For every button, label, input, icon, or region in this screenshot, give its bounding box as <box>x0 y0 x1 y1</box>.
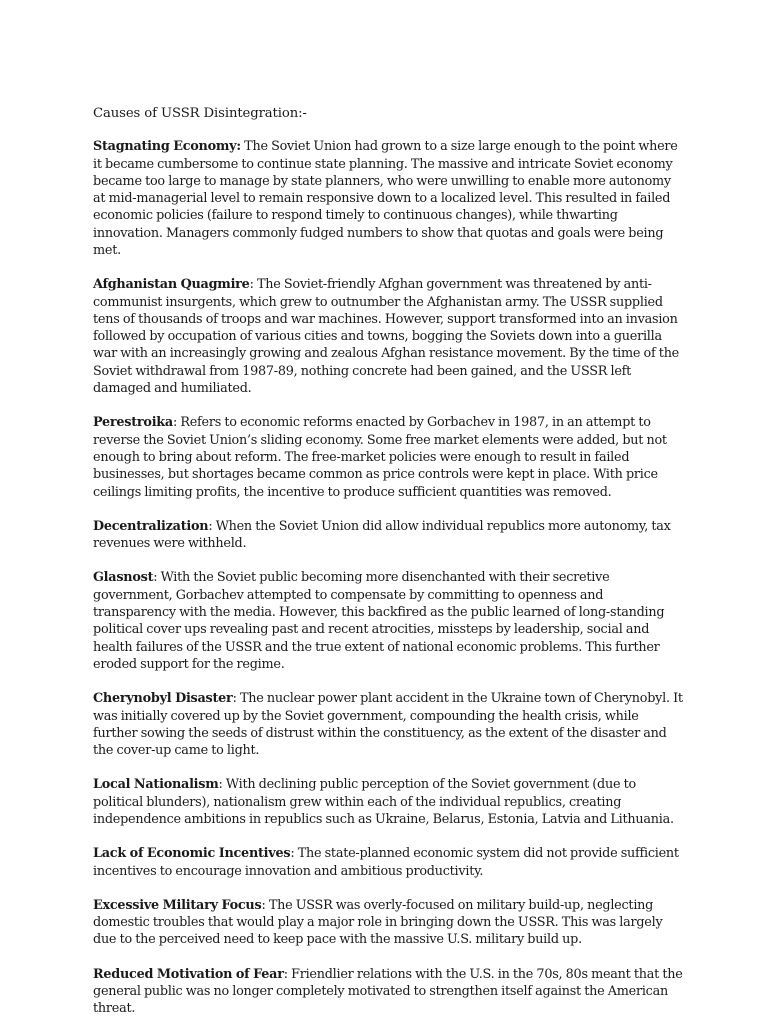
section-heading: Lack of Economic Incentives <box>93 846 291 862</box>
section-body: : The nuclear power plant accident in the Ukraine town of Cherynobyl. It was initially covered up by the Soviet government, compounding the health crisis, while further sowing the seeds of distrust within the constituency, as the extent of the disaster and the cover-up came to light. <box>93 691 683 759</box>
section-local-nationalism <box>93 776 683 828</box>
section-body: The Soviet Union had grown to a size large enough to the point where it became cumbersome to continue state planning. The massive and intricate Soviet economy became too large to manage by state planners, who were unwilling to enable more autonomy at mid-managerial level to remain responsive down to a localized level. This resulted in failed economic policies (failure to respond timely to continuous changes), while thwarting innovation. Managers commonly fudged numbers to show that quotas and goals were being met. <box>93 139 678 258</box>
section-body: : When the Soviet Union did allow individual republics more autonomy, tax revenues were withheld. <box>93 518 671 552</box>
section-heading: Excessive Military Focus <box>93 897 262 913</box>
document-page <box>93 105 683 1035</box>
section-excessive-military-focus <box>93 897 683 949</box>
section-heading: Decentralization <box>93 518 209 534</box>
section-decentralization <box>93 518 683 553</box>
section-body: : The state-planned economic system did not provide sufficient incentives to encourage innovation and ambitious productivity. <box>93 846 679 879</box>
section-body: : The Soviet-friendly Afghan government was threatened by anti-communist insurgents, which grew to outnumber the Afghanistan army. The USSR supplied tens of thousands of troops and war machines. However, support transformed into an invasion followed by occupation of various cities and towns, bogging the Soviets down into a guerilla war with an increasingly growing and zealous Afghan resistance movement. By the time of the Soviet withdrawal from 1987-89, nothing concrete had been gained, and the USSR left damaged and humiliated. <box>93 277 680 397</box>
section-afghanistan-quagmire <box>93 276 683 397</box>
section-body: : Refers to economic reforms enacted by Gorbachev in 1987, in an attempt to reverse the Soviet Union’s sliding economy. Some free market elements were added, but not enough to bring about reform. The free-market policies were enough to result in failed businesses, but shortages became common as price controls were kept in place. With price ceilings limiting profits, the incentive to produce sufficient quantities was removed. <box>93 415 667 500</box>
section-heading: Local Nationalism <box>93 777 219 793</box>
section-body: : With the Soviet public becoming more disenchanted with their secretive government, Gorbachev attempted to compensate by committing to openness and transparency with the media. However, this backfired as the public learned of long-standing political cover ups revealing past and recent atrocities, missteps by leadership, social and health failures of the USSR and the true extent of national economic problems. This further eroded support for the regime. <box>93 570 665 672</box>
section-cherynobyl-disaster <box>93 690 683 759</box>
section-heading: Reduced Motivation of Fear <box>93 966 284 982</box>
section-glasnost <box>93 569 683 673</box>
section-stagnating-economy <box>93 138 683 259</box>
section-body: : Friendlier relations with the U.S. in the 70s, 80s meant that the general public was no longer completely motivated to strengthen itself against the American threat. <box>93 966 683 1017</box>
section-perestroika <box>93 414 683 500</box>
document-title: Causes of USSR Disintegration:- <box>93 106 307 121</box>
section-reduced-motivation-of-fear <box>93 966 683 1018</box>
section-body: : With declining public perception of the Soviet government (due to political blunders), nationalism grew within each of the individual republics, creating independence ambitions in republics such as Ukraine, Belarus, Estonia, Latvia and Lithuania. <box>93 777 674 827</box>
section-heading: Glasnost <box>93 570 154 586</box>
section-heading: Afghanistan Quagmire <box>93 277 250 293</box>
section-lack-of-economic-incentives <box>93 845 683 880</box>
section-heading: Stagnating Economy: <box>93 139 241 155</box>
section-body: : The USSR was overly-focused on military build-up, neglecting domestic troubles that would play a major role in bringing down the USSR. This was largely due to the perceived need to keep pace with the massive U.S. military build up. <box>93 897 663 948</box>
section-heading: Perestroika <box>93 415 173 431</box>
section-heading: Cherynobyl Disaster <box>93 691 233 707</box>
